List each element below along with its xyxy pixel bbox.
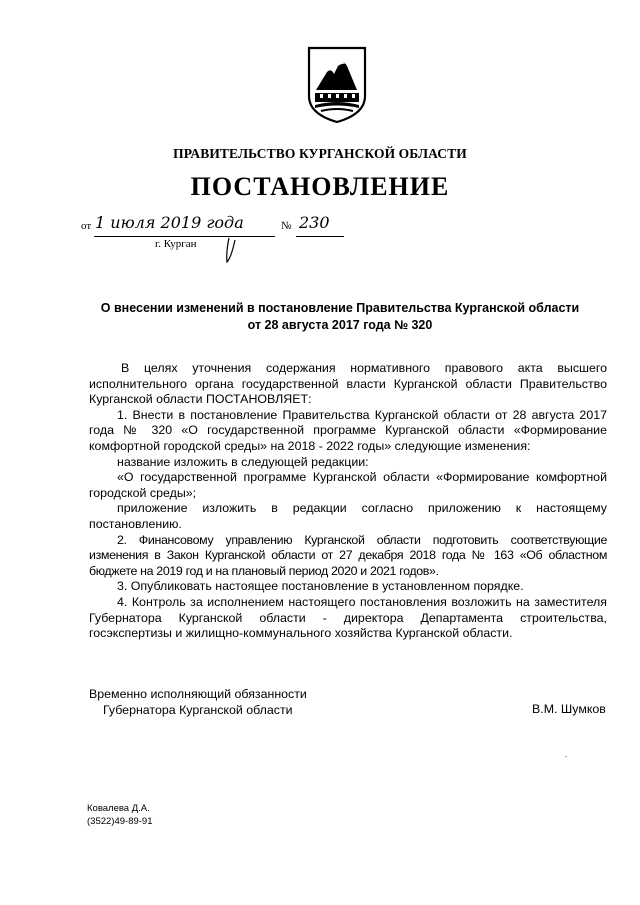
coat-of-arms-emblem [305,44,369,126]
subject-line-2: от 28 августа 2017 года № 320 [247,318,433,332]
document-type-title: ПОСТАНОВЛЕНИЕ [190,172,450,201]
scan-speck [565,756,567,757]
body-paragraph-preamble: В целях уточнения содержания нормативного правового акта высшего исполнительного органа государственной власти Курганской области Правительство Курганской области ПОСТАНОВЛЯЕТ: [89,361,607,407]
place-label: г. Курган [155,238,197,250]
subject-line-1: О внесении изменений в постановление Правительства Курганской области [100,301,580,315]
executor-info [87,802,153,828]
number-label: № [281,220,292,232]
body-paragraph-name-change: название изложить в следующей редакции: [117,454,369,469]
body-paragraph-new-name: «О государственной программе Курганской области «Формирование комфортной городской среды»; [89,470,607,500]
body-paragraph-item-2: 2. Финансовому управлению Курганской области подготовить соответствующие изменения в Закон Курганской области от 27 декабря 2018 года № 163 «Об областном бюджете на 2019 год и на плановый период 2020 и 2021 годов». [89,532,607,578]
handwritten-stroke [221,236,241,266]
body-paragraph-appendix: приложение изложить в редакции согласно приложению к настоящему постановлению. [89,501,607,531]
executor-phone: (3522)49-89-91 [87,816,153,827]
date-underline [94,236,275,237]
executor-name: Ковалева Д.А. [87,803,150,814]
signatory-title-line-2: Губернатора Курганской области [103,703,293,717]
document-body [89,361,607,642]
date-prefix: от [81,220,92,232]
body-paragraph-item-4: 4. Контроль за исполнением настоящего постановления возложить на заместителя Губернатора Курганской области - директора Департамента строительства, госэкспертизы и жилищно-коммунального хозяйства Курганской области. [89,594,607,641]
signatory-title-line-1: Временно исполняющий обязанности [89,687,307,701]
document-subject [60,300,620,334]
body-paragraph-item-3: 3. Опубликовать настоящее постановление в установленном порядке. [117,579,524,594]
number-underline [296,236,344,237]
signatory-title [89,686,307,718]
signatory-name: В.М. Шумков [532,702,606,716]
organization-name: ПРАВИТЕЛЬСТВО КУРГАНСКОЙ ОБЛАСТИ [173,146,467,161]
body-paragraph-item-1: 1. Внести в постановление Правительства Курганской области от 28 августа 2017 года № 320 «О государственной программе Курганской области «Формирование комфортной городской среды» на 2018 - 2022 годы» следующие изменения: [89,407,607,453]
handwritten-number: 230 [299,213,330,232]
handwritten-date: 1 июля 2019 года [95,213,244,232]
